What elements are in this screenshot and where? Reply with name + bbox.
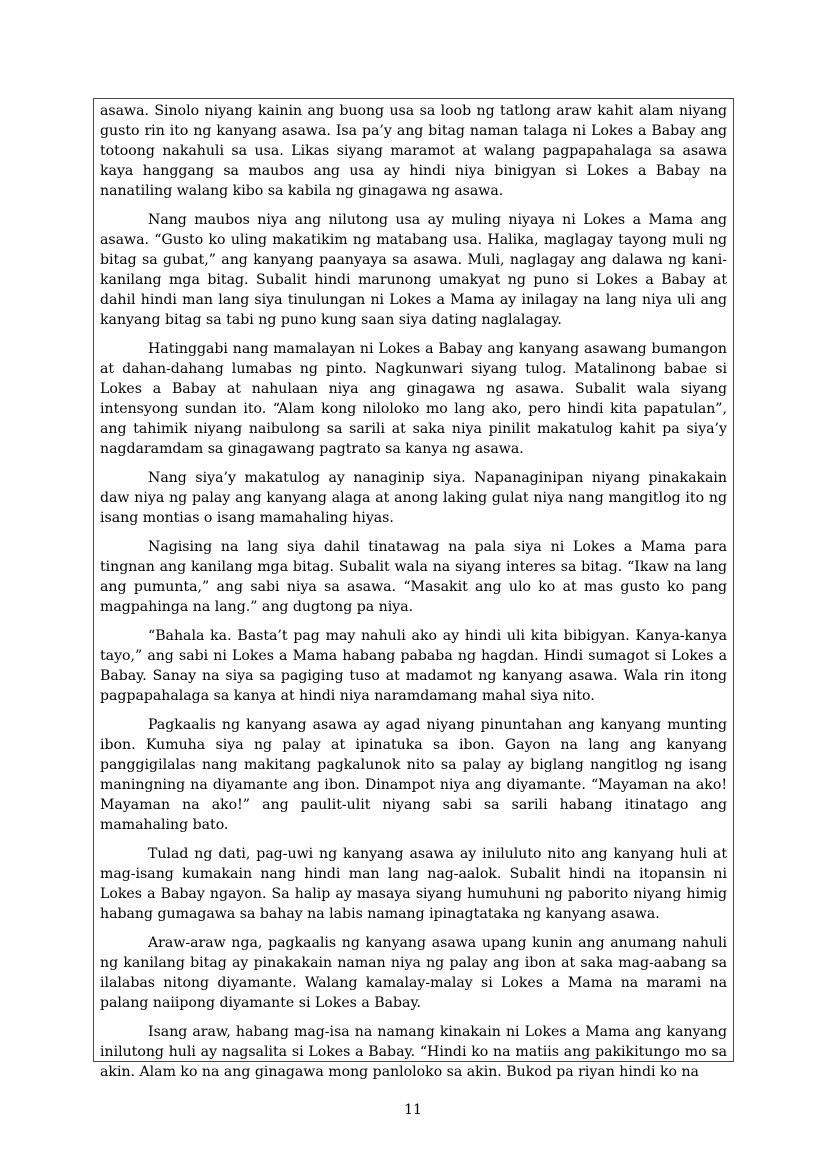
paragraph-4: Nang siya’y makatulog ay nanaginip siya. Napanaginipan niyang pinakakain daw niya ng palay ang kanyang alaga at anong laking gulat niya nang mangitlog ito ng isang montias o isang mamahaling hiyas.: [100, 470, 727, 526]
paragraph-7: Pagkaalis ng kanyang asawa ay agad niyang pinuntahan ang kanyang munting ibon. Kumuha siya ng palay at ipinatuka sa ibon. Gayon na lang ang kanyang panggigilalas nang makitang pagkalunok nito sa palay ay biglang nangitlog ng isang maningning na diyamante ang ibon. Dinampot niya ang diyamante. “Mayaman na ako! Mayaman na ako!” ang paulit-ulit niyang sabi sa sarili habang itinatago ang mamahaling bato.: [100, 717, 727, 833]
paragraph-6: “Bahala ka. Basta’t pag may nahuli ako ay hindi uli kita bibigyan. Kanya-kanya tayo,” ang sabi ni Lokes a Mama habang pababa ng hagdan. Hindi sumagot si Lokes a Babay. Sanay na siya sa pagiging tuso at madamot ng kanyang asawa. Wala rin itong pagpapahalaga sa kanya at hindi niya naramdamang mahal siya nito.: [100, 628, 727, 704]
paragraph-3: Hatinggabi nang mamalayan ni Lokes a Babay ang kanyang asawang bumangon at dahan-dahang lumabas ng pinto. Nagkunwari siyang tulog. Matalinong babae si Lokes a Babay at nahulaan niya ang ginagawa ng asawa. Subalit wala siyang intensyong sundan ito. “Alam kong niloloko mo lang ako, pero hindi kita papatulan”, ang tahimik niyang naibulong sa sarili at saka niya pinilit makatulog kahit pa siya’y nagdaramdam sa ginagawang pagtrato sa kanya ng asawa.: [100, 341, 727, 457]
paragraph-9: Araw-araw nga, pagkaalis ng kanyang asawa upang kunin ang anumang nahuli ng kanilang bitag ay pinakakain naman niya ng palay ang ibon at saka mag-aabang sa ilalabas nitong diyamante. Walang kamalay-malay si Lokes a Mama na marami na palang naiipong diyamante si Lokes a Babay.: [100, 935, 727, 1011]
paragraph-8: Tulad ng dati, pag-uwi ng kanyang asawa ay iniluluto nito ang kanyang huli at mag-isang kumakain nang hindi man lang nag-aalok. Subalit hindi na itopansin ni Lokes a Babay ngayon. Sa halip ay masaya siyang humuhuni ng paborito niyang himig habang gumagawa sa bahay na labis namang ipinagtataka ng kanyang asawa.: [100, 846, 727, 922]
text-frame: [93, 98, 734, 1080]
paragraph-1: asawa. Sinolo niyang kainin ang buong usa sa loob ng tatlong araw kahit alam niyang gusto rin ito ng kanyang asawa. Isa pa’y ang bitag naman talaga ni Lokes a Babay ang totoong nakahuli sa usa. Likas siyang maramot at walang pagpapahalaga sa asawa kaya hanggang sa maubos ang usa ay hindi niya binigyan si Lokes a Babay na nanatiling walang kibo sa kabila ng ginagawa ng asawa.: [100, 103, 727, 199]
paragraph-5: Nagising na lang siya dahil tinatawag na pala siya ni Lokes a Mama para tingnan ang kanilang mga bitag. Subalit wala na siyang interes sa bitag. “Ikaw na lang ang pumunta,” ang sabi niya sa asawa. “Masakit ang ulo ko at mas gusto ko pang magpahinga na lang.” ang dugtong pa niya.: [100, 539, 727, 615]
paragraph-10: Isang araw, habang mag-isa na namang kinakain ni Lokes a Mama ang kanyang inilutong huli ay nagsalita si Lokes a Babay. “Hindi ko na matiis ang pakikitungo mo sa akin. Alam ko na ang ginagawa mong panloloko sa akin. Bukod pa riyan hindi ko na: [100, 1024, 727, 1080]
page-number: 11: [404, 1102, 422, 1118]
paragraph-2: Nang maubos niya ang nilutong usa ay muling niyaya ni Lokes a Mama ang asawa. “Gusto ko uling makatikim ng matabang usa. Halika, maglagay tayong muli ng bitag sa gubat,” ang kanyang paanyaya sa asawa. Muli, naglagay ang dalawa ng kani-kanilang mga bitag. Subalit hindi marunong umakyat ng puno si Lokes a Babay at dahil hindi man lang siya tinulungan ni Lokes a Mama ay inilagay na lang niya uli ang kanyang bitag sa tabi ng puno kung saan siya dating naglalagay.: [100, 212, 727, 328]
